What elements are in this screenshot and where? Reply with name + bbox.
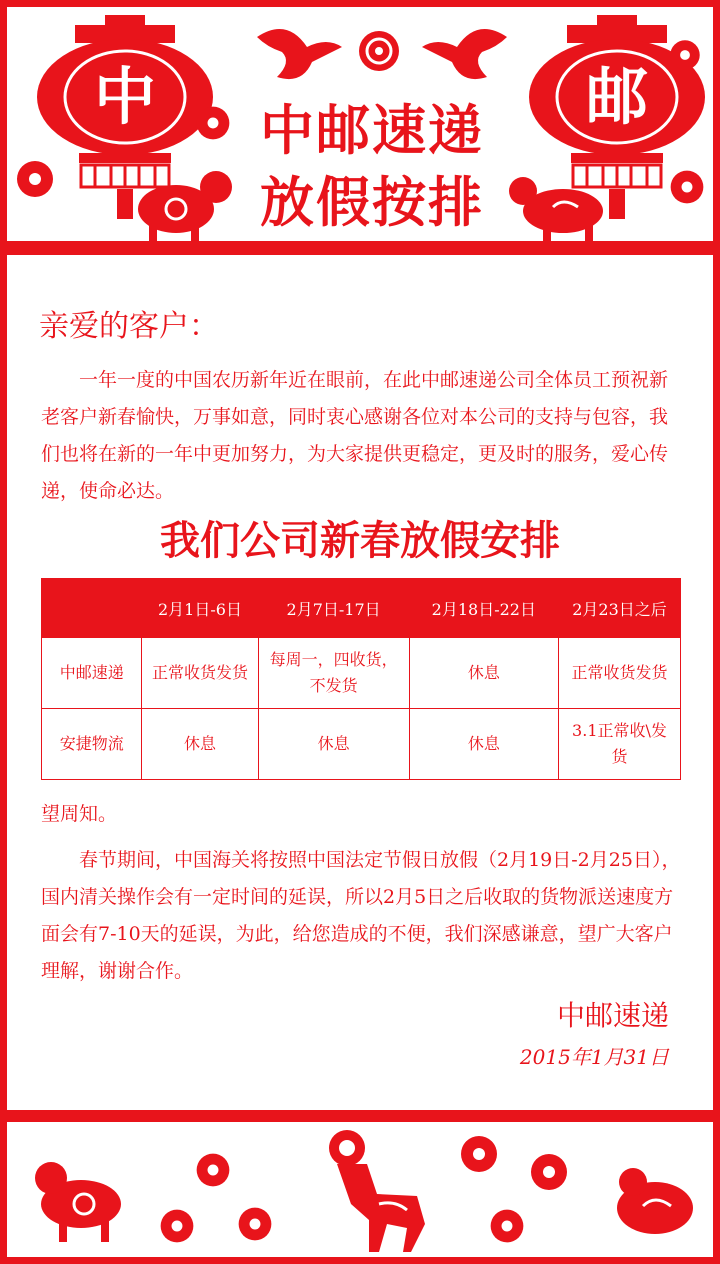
greeting: 亲爱的客户：: [39, 309, 219, 344]
table-header-cell: 2月23日之后: [558, 579, 680, 638]
section-title: 我们公司新春放假安排: [160, 518, 560, 564]
intro-paragraph: 一年一度的中国农历新年近在眼前，在此中邮速递公司全体员工预祝新老客户新春愉快，万事如意，同时衷心感谢各位对本公司的支持与包容，我们也将在新的一年中更加努力，为大家提供更稳定，更及时的服务，爱心传递，使命必达。: [41, 369, 669, 502]
table-cell: 休息: [409, 638, 558, 709]
table-cell: 休息: [142, 709, 258, 780]
header-title-line1: 中邮速递: [260, 99, 484, 162]
table-cell: 正常收货发货: [142, 638, 258, 709]
lantern-right-char: 邮: [585, 60, 648, 133]
table-header-cell: 2月7日-17日: [258, 579, 409, 638]
notice-note: 望周知。: [41, 803, 118, 825]
signature: 中邮速递: [556, 999, 669, 1032]
header-title-line2: 放假按排: [260, 171, 484, 234]
table-cell: 正常收货发货: [558, 638, 680, 709]
customs-paragraph: 春节期间，中国海关将按照中国法定节假日放假（2月19日-2月25日），国内清关操作会有一定时间的延误，所以2月5日之后收取的货物派送速度方面会有7-10天的延误，为此，给您造成的不便，我们深感谦意，望广大客户理解，谢谢合作。: [41, 849, 681, 982]
table-cell: 安捷物流: [42, 709, 142, 780]
table-cell: 中邮速递: [42, 638, 142, 709]
table-header-cell: 2月1日-6日: [142, 579, 258, 638]
letter-date: 2015年1月31日: [519, 1045, 669, 1069]
table-cell: 每周一，四收货，不发货: [258, 638, 409, 709]
table-cell: 3.1正常收\发货: [558, 709, 680, 780]
lantern-left-char: 中: [93, 60, 156, 133]
table-cell: 休息: [258, 709, 409, 780]
table-header-cell: 2月18日-22日: [409, 579, 558, 638]
table-cell: 休息: [409, 709, 558, 780]
